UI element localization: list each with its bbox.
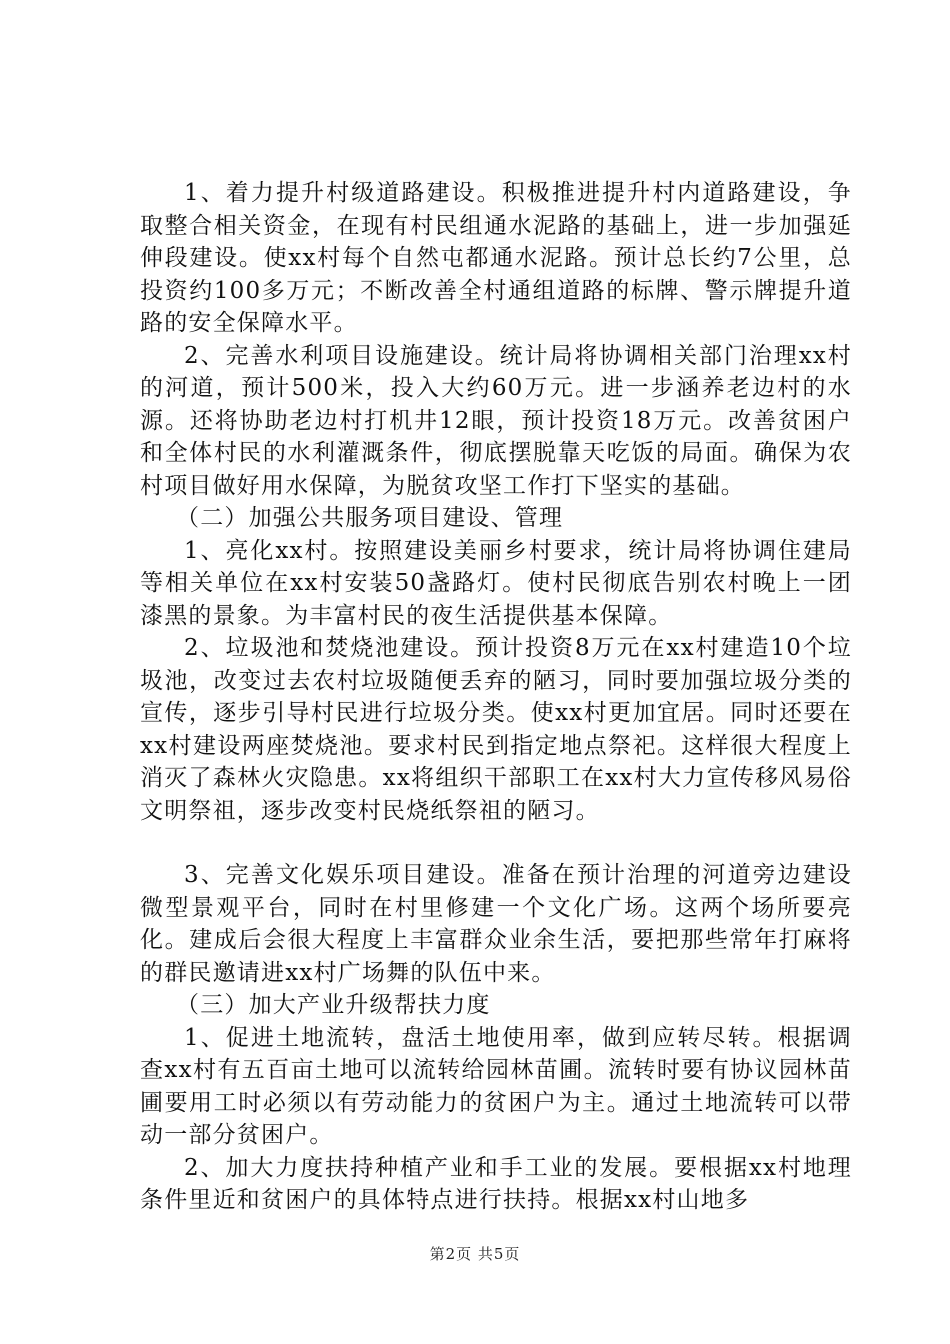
- paragraph-road-construction: 1、着力提升村级道路建设。积极推进提升村内道路建设，争取整合相关资金，在现有村民组通水泥路的基础上，进一步加强延伸段建设。使xx村每个自然屯都通水泥路。预计总长约7公里，总投资约100多万元；不断改善全村通组道路的标牌、警示牌提升道路的安全保障水平。: [140, 180, 852, 336]
- paragraph-land-transfer: 1、促进土地流转，盘活土地使用率，做到应转尽转。根据调查xx村有五百亩土地可以流转给园林苗圃。流转时要有协议园林苗圃要用工时必须以有劳动能力的贫困户为主。通过土地流转可以带动一部分贫困户。: [140, 1024, 852, 1148]
- page-number-footer: 第2页 共5页: [429, 1245, 521, 1263]
- paragraph-planting-handicraft: 2、加大力度扶持种植产业和手工业的发展。要根据xx村地理条件里近和贫困户的具体特点进行扶持。根据xx村山地多: [140, 1154, 852, 1213]
- document-body: [140, 177, 852, 1217]
- paragraph-street-lighting: 1、亮化xx村。按照建设美丽乡村要求，统计局将协调住建局等相关单位在xx村安装50盏路灯。使村民彻底告别农村晚上一团漆黑的景象。为丰富村民的夜生活提供基本保障。: [140, 537, 852, 629]
- paragraph-culture-entertainment: 3、完善文化娱乐项目建设。准备在预计治理的河道旁边建设微型景观平台，同时在村里修建一个文化广场。这两个场所要亮化。建成后会很大程度上丰富群众业余生活，要把那些常年打麻将的群民邀请进xx村广场舞的队伍中来。: [140, 862, 852, 986]
- section-heading-public-services: （二）加强公共服务项目建设、管理: [176, 505, 564, 531]
- paragraph-garbage-pools: 2、垃圾池和焚烧池建设。预计投资8万元在xx村建造10个垃圾池，改变过去农村垃圾随便丢弃的陋习，同时要加强垃圾分类的宣传，逐步引导村民进行垃圾分类。使xx村更加宜居。同时还要在xx村建设两座焚烧池。要求村民到指定地点祭祀。这样很大程度上消灭了森林火灾隐患。xx将组织干部职工在xx村大力宣传移风易俗文明祭祖，逐步改变村民烧纸祭祖的陋习。: [140, 635, 852, 824]
- paragraph-spacer: [140, 827, 852, 859]
- paragraph-water-facilities: 2、完善水利项目设施建设。统计局将协调相关部门治理xx村的河道，预计500米，投入大约60万元。进一步涵养老边村的水源。还将协助老边村打机井12眼，预计投资18万元。改善贫困户和全体村民的水利灌溉条件，彻底摆脱靠天吃饭的局面。确保为农村项目做好用水保障，为脱贫攻坚工作打下坚实的基础。: [140, 342, 852, 499]
- section-heading-industry-upgrade: （三）加大产业升级帮扶力度: [176, 992, 491, 1018]
